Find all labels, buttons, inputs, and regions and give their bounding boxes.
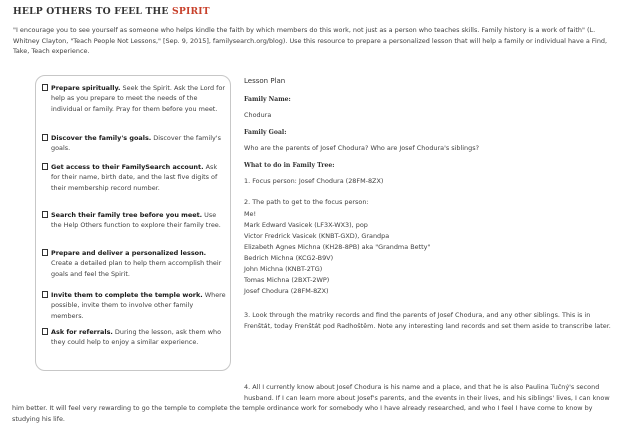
path-item: Bedrich Michna (KCG2-B9V)	[244, 254, 334, 262]
title-main: HELP OTHERS TO FEEL THE	[13, 6, 172, 17]
checkbox-icon[interactable]	[42, 249, 48, 256]
step-2: 2. The path to get to the focus person:	[244, 198, 369, 206]
checklist-item-text: Ask for their name, birth date, and the last five digits of their membership record number.	[51, 163, 218, 192]
path-item: John Michna (KNBT-2TG)	[244, 265, 323, 273]
checklist-item-title: Search their family tree before you meet.	[51, 211, 203, 219]
checklist-item-title: Prepare and deliver a personalized lesson.	[51, 249, 207, 257]
checklist-item-title: Prepare spiritually.	[51, 84, 121, 92]
checkbox-icon[interactable]	[42, 211, 48, 218]
checkbox-icon[interactable]	[42, 163, 48, 170]
checklist-card	[35, 75, 231, 371]
intro-quote: "I encourage you to see yourself as someone who helps kindle the faith by which members do this work, not just as a person who teaches skills. Family history is a work of faith" (L. Whitney Clayton, "Teach People Not Lessons," [Sep. 9, 2015], familysearch.org/blog). Use this resource to prepare a personalized lesson that will help a family or individual have a Find, Take, Teach experience.	[13, 26, 608, 56]
path-item: Elizabeth Agnes Michna (KH28-8PB) aka "Grandma Betty"	[244, 243, 431, 251]
family-name-value: Chodura	[244, 111, 272, 119]
checklist-item-search-tree	[51, 210, 227, 231]
step-3: 3. Look through the matriky records and find the parents of Josef Chodura, and any other siblings. This is in Frenštát, today Frenštát pod Radhoštěm. Note any interesting land records and set them aside to transcribe later.	[244, 311, 611, 330]
checklist-item-text: Use the Help Others function to explore their family tree.	[51, 211, 221, 230]
path-item: Tomas Michna (2BXT-2WP)	[244, 276, 330, 284]
family-goal-value: Who are the parents of Josef Chodura? Who are Josef Chodura's siblings?	[244, 144, 479, 152]
checklist-item-title: Invite them to complete the temple work.	[51, 291, 203, 299]
checklist-item-discover-goals	[51, 133, 227, 154]
step-4-text: 4. All I currently know about Josef Chodura is his name and a place, and that he is also Paulina Tučný's second husband. If I can learn more about Josef's parents, and the events in their lives, and his siblings' lives, I can know him better. It will feel very rewarding to go the temple to complete the temple ordinance work for somebody who I have already researched, and who I feel I have come to know by studying his life.	[12, 383, 610, 423]
path-item: Josef Chodura (28FM-8ZX)	[244, 287, 329, 295]
checklist-item-text: Create a detailed plan to help them accomplish their goals and feel the Spirit.	[51, 259, 222, 278]
lesson-plan-heading: Lesson Plan	[244, 77, 286, 85]
checkbox-icon[interactable]	[42, 84, 48, 91]
checklist-item-personalized-lesson	[51, 248, 227, 279]
page-title	[13, 6, 210, 17]
checklist-item-title: Discover the family's goals.	[51, 134, 152, 142]
checklist-item-familysearch-access	[51, 162, 227, 193]
path-item: Me!	[244, 210, 257, 218]
family-goal-label: Family Goal:	[244, 129, 287, 136]
todo-label: What to do in Family Tree:	[244, 162, 335, 169]
checklist-item-text: During the lesson, ask them who they could help to enjoy a similar experience.	[51, 328, 222, 347]
checklist-item-referrals	[51, 327, 227, 348]
checklist-item-title: Get access to their FamilySearch account.	[51, 163, 204, 171]
checklist-item-prepare-spiritually	[51, 83, 227, 114]
checklist-item-text: Discover the family's goals.	[51, 134, 221, 153]
path-item: Victor Fredrick Vasicek (KNBT-GXD), Grandpa	[244, 232, 390, 240]
step-4-indent-spacer	[12, 382, 244, 403]
checkbox-icon[interactable]	[42, 291, 48, 298]
path-item: Mark Edward Vasicek (LF3X-WX3), pop	[244, 221, 368, 229]
step-1: 1. Focus person: Josef Chodura (28FM-8ZX)	[244, 177, 384, 185]
checkbox-icon[interactable]	[42, 328, 48, 335]
checklist-item-text: Seek the Spirit. Ask the Lord for help as you prepare to meet the needs of the individual or family. Pray for them before you meet.	[51, 84, 226, 113]
family-name-label: Family Name:	[244, 96, 291, 103]
checklist-item-text: Where possible, invite them to involve other family members.	[51, 291, 226, 320]
title-accent: SPIRIT	[172, 6, 210, 17]
checkbox-icon[interactable]	[42, 134, 48, 141]
checklist-item-temple-work	[51, 290, 227, 321]
checklist-item-title: Ask for referrals.	[51, 328, 113, 336]
